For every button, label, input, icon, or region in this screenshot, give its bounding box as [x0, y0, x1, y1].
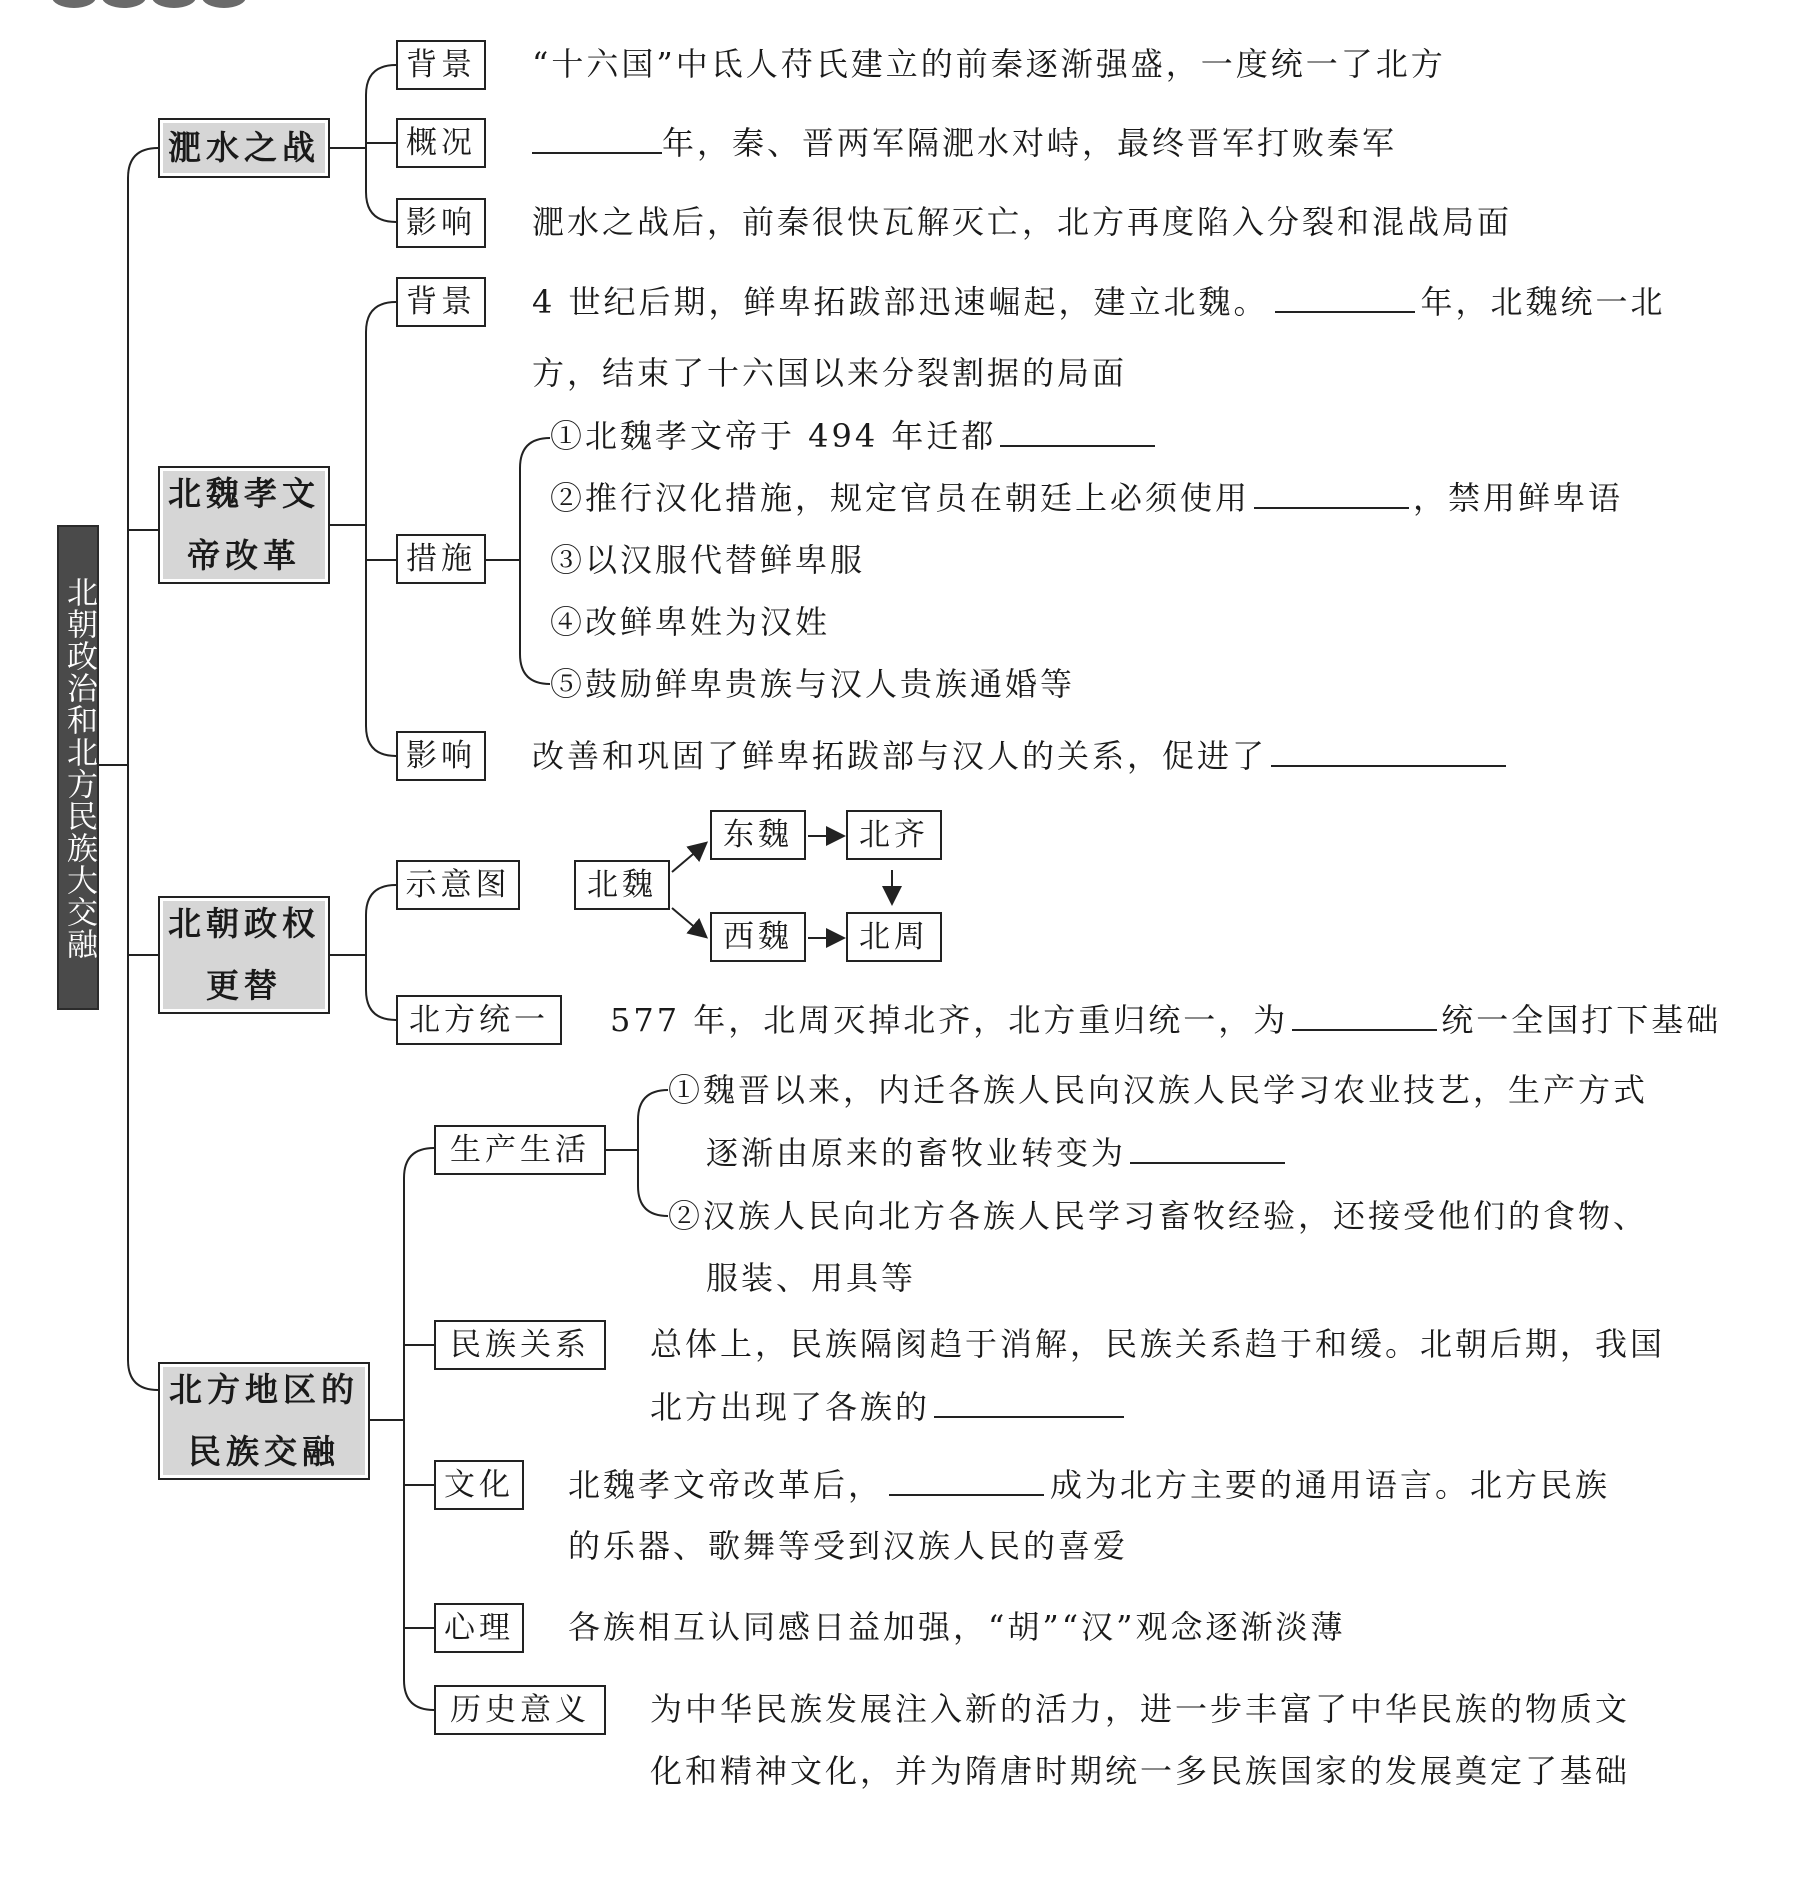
- label-psychology: 心理: [434, 1603, 524, 1653]
- feishui-overview-text: 年，秦、晋两军隔淝水对峙，最终晋军打败秦军: [532, 122, 1397, 163]
- measure-item-5: ⑤鼓励鲜卑贵族与汉人贵族通婚等: [550, 665, 1076, 703]
- life-item-1-line1: ①魏晋以来，内迁各族人民向汉族人民学习农业技艺，生产方式: [668, 1071, 1649, 1109]
- label-xiaowen-measures: 措施: [396, 534, 486, 584]
- significance-line2: 化和精神文化，并为隋唐时期统一多民族国家的发展奠定了基础: [650, 1752, 1631, 1790]
- life-item-2-line1: ②汉族人民向北方各族人民学习畜牧经验，还接受他们的食物、: [668, 1197, 1649, 1235]
- label-feishui-background: 背景: [396, 40, 486, 90]
- label-culture: 文化: [434, 1460, 524, 1510]
- topic-fusion: 北方地区的 民族交融: [158, 1362, 370, 1480]
- feishui-background-text: “十六国”中氐人苻氏建立的前秦逐渐强盛，一度统一了北方: [532, 45, 1446, 83]
- blank-unifier[interactable]: [1292, 999, 1437, 1031]
- measure-item-4: ④改鲜卑姓为汉姓: [550, 603, 831, 641]
- node-xiwei: 西魏: [710, 912, 806, 962]
- north-unify-text: 577 年，北周灭掉北齐，北方重归统一，为 统一全国打下基础: [610, 1001, 1722, 1039]
- blank-ethnic-fusion[interactable]: [934, 1386, 1124, 1418]
- measure-item-2: ②推行汉化措施，规定官员在朝廷上必须使用 ，禁用鲜卑语: [550, 479, 1624, 517]
- blank-promoted[interactable]: [1271, 735, 1506, 767]
- node-beiwei: 北魏: [574, 860, 670, 910]
- blank-common-language[interactable]: [889, 1464, 1044, 1496]
- node-dongwei: 东魏: [710, 810, 806, 860]
- xiaowen-background-line2: 方，结束了十六国以来分裂割据的局面: [532, 354, 1128, 392]
- label-significance: 历史意义: [434, 1685, 606, 1735]
- label-feishui-overview: 概况: [396, 118, 486, 168]
- label-diagram: 示意图: [396, 860, 520, 910]
- blank-year-beiwei-unify[interactable]: [1275, 281, 1415, 313]
- blank-year-feishui[interactable]: [532, 122, 662, 154]
- measure-item-3: ③以汉服代替鲜卑服: [550, 541, 866, 579]
- relation-line1: 总体上，民族隔阂趋于消解，民族关系趋于和缓。北朝后期，我国: [650, 1325, 1666, 1363]
- psychology-text: 各族相互认同感日益加强，“胡”“汉”观念逐渐淡薄: [568, 1608, 1346, 1646]
- life-item-2-line2: 服装、用具等: [706, 1259, 917, 1297]
- label-xiaowen-background: 背景: [396, 277, 486, 327]
- root-title: 北朝政治和北方民族大交融: [57, 525, 99, 1010]
- label-xiaowen-influence: 影响: [396, 731, 486, 781]
- culture-line2: 的乐器、歌舞等受到汉族人民的喜爱: [568, 1527, 1129, 1565]
- label-life: 生产生活: [434, 1125, 606, 1175]
- node-beiqi: 北齐: [846, 810, 942, 860]
- blank-language[interactable]: [1254, 477, 1409, 509]
- relation-line2: 北方出现了各族的: [650, 1386, 1124, 1427]
- life-item-1-line2: 逐渐由原来的畜牧业转变为: [706, 1132, 1285, 1173]
- xiaowen-influence-text: 改善和巩固了鲜卑拓跋部与汉人的关系，促进了: [532, 735, 1506, 776]
- significance-line1: 为中华民族发展注入新的活力，进一步丰富了中华民族的物质文: [650, 1690, 1631, 1728]
- topic-regime: 北朝政权 更替: [158, 896, 330, 1014]
- node-beizhou: 北周: [846, 912, 942, 962]
- label-feishui-influence: 影响: [396, 198, 486, 248]
- label-north-unify: 北方统一: [396, 995, 562, 1045]
- label-ethnic-relation: 民族关系: [434, 1320, 606, 1370]
- measure-item-1: ①北魏孝文帝于 494 年迁都: [550, 415, 1155, 456]
- feishui-influence-text: 淝水之战后，前秦很快瓦解灭亡，北方再度陷入分裂和混战局面: [532, 203, 1513, 241]
- blank-capital[interactable]: [1000, 415, 1155, 447]
- topic-xiaowen: 北魏孝文 帝改革: [158, 466, 330, 584]
- culture-line1: 北魏孝文帝改革后， 成为北方主要的通用语言。北方民族: [568, 1466, 1611, 1504]
- blank-agriculture[interactable]: [1130, 1132, 1285, 1164]
- xiaowen-background-line1: 4 世纪后期，鲜卑拓跋部迅速崛起，建立北魏。 年，北魏统一北: [532, 283, 1666, 321]
- topic-feishui: 淝水之战: [158, 118, 330, 178]
